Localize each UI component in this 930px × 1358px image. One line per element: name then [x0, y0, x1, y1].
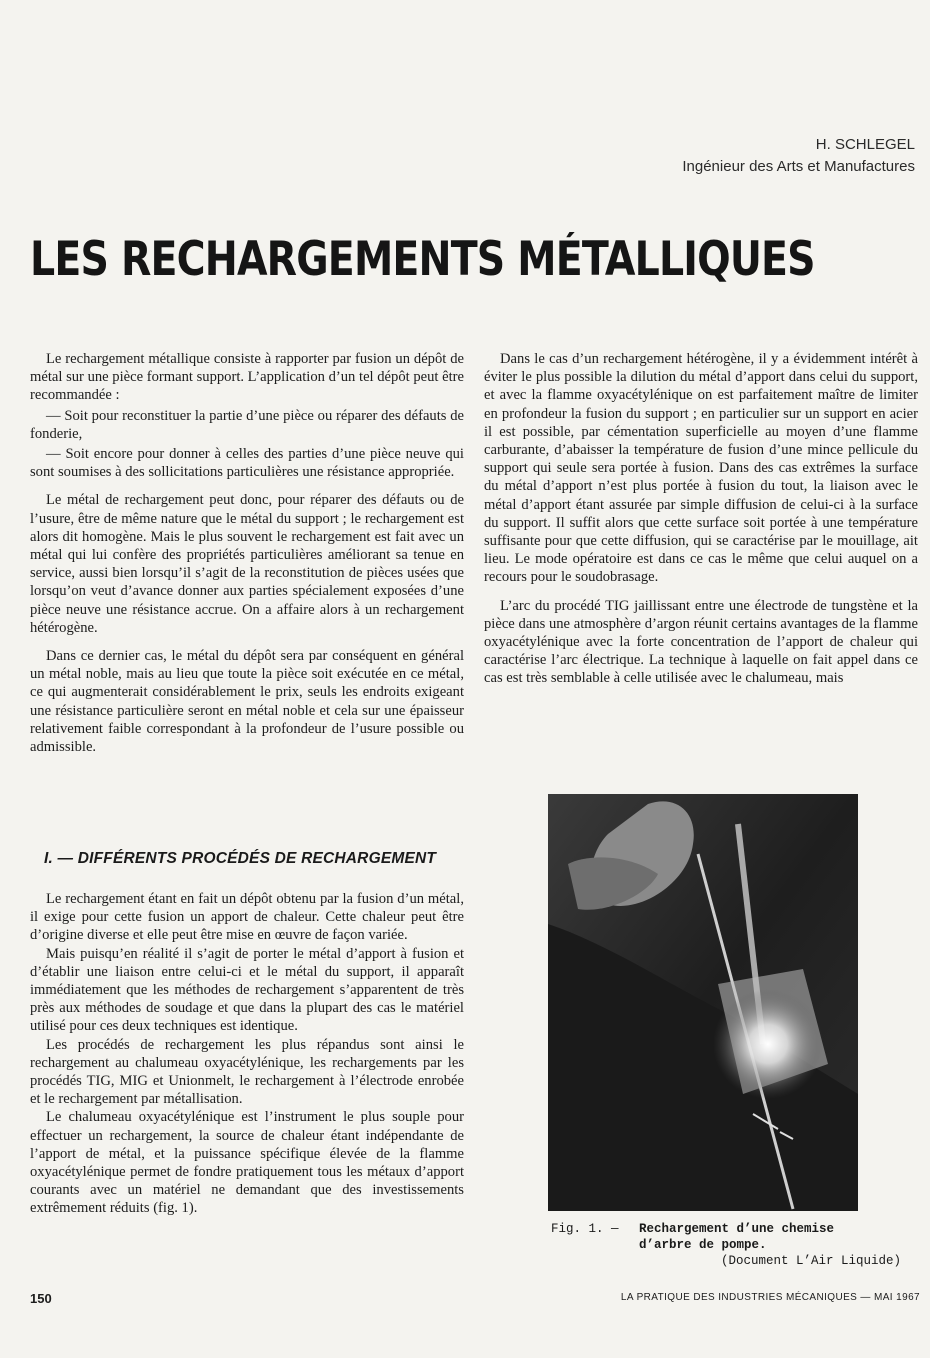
paragraph: Le chalumeau oxyacétylénique est l’instrument le plus souple pour effectuer un rechargement, la source de chaleur étant indépendante de l’apport de métal, et la puissance spécifique élevée de la flamme oxyacétylénique permet de fondre pratiquement tous les métaux d’apport courants avec un matériel ne demandant que des investissements extrêmement réduits (fig. 1). [30, 1109, 464, 1217]
article-title: LES RECHARGEMENTS MÉTALLIQUES [30, 232, 815, 287]
section-heading: I. — DIFFÉRENTS PROCÉDÉS DE RECHARGEMENT [44, 850, 437, 867]
figure-source: (Document L’Air Liquide) [720, 1254, 901, 1268]
paragraph: Le rechargement métallique consiste à rapporter par fusion un dépôt de métal sur une pièce formant support. L’application d’un tel dépôt peut être recommandée : [30, 351, 464, 404]
figure-caption [551, 1221, 911, 1269]
paragraph: Le métal de rechargement peut donc, pour réparer des défauts ou de l’usure, être de même nature que le métal du support ; le rechargement est alors dit homogène. Mais le plus souvent le rechargement est fait avec un métal qui lui confère des propriétés particulières améliorant sa tenue en service, aussi bien lorsqu’il s’agit de la reconstitution de pièces usées que lorsqu’on veut d’avance donner aux parties spécialement exposées d’une pièce neuve une résistance accrue. On a affaire alors à un rechargement hétérogène. [30, 492, 464, 636]
caption-text-1: Rechargement d’une chemise [639, 1222, 835, 1236]
author-name: H. SCHLEGEL [815, 136, 915, 153]
right-column [484, 350, 918, 698]
page-number: 150 [30, 1291, 52, 1306]
paragraph: Le rechargement étant en fait un dépôt obtenu par la fusion d’un métal, il exige pour cette fusion un apport de chaleur. Cette chaleur peut être d’origine diverse et elle peut être mise en œuvre de façon variée. [30, 891, 464, 944]
welding-flame [713, 989, 823, 1099]
paragraph: Dans le cas d’un rechargement hétérogène, il y a évidemment intérêt à éviter le plus possible la dilution du métal d’apport dans celui du support, et avec la flamme oxyacétylénique on est parfaitement maître de limiter en profondeur la fusion du support ; en particulier sur un support en acier il est possible, par cémentation superficielle au moyen d’une flamme carburante, d’abaisser la température de fusion d’une mince pellicule du support qui seule sera portée à fusion. Dans des cas extrêmes la surface du métal d’apport n’est plus portée à fusion du tout, la liaison avec le métal d’apport étant assurée par simple diffusion de celui-ci à la surface du support. Il suffit alors que cette surface soit portée à une température suffisante pour que cette diffusion, qui se caractérise par le mouillage, ait lieu. Le mode opératoire est dans ce cas le même que celui auquel on a recours pour le soudobrasage. [484, 351, 918, 586]
journal-footer: LA PRATIQUE DES INDUSTRIES MÉCANIQUES — MAI 1967 [620, 1292, 920, 1303]
paragraph: Les procédés de rechargement les plus répandus sont ainsi le rechargement au chalumeau oxyacétylénique, les rechargements par les procédés TIG, MIG et Unionmelt, le rechargement à l’électrode enrobée et le rechargement par métallisation. [30, 1036, 464, 1108]
paragraph: Mais puisqu’en réalité il s’agit de porter le métal d’apport à fusion et d’établir une liaison entre celui-ci et le métal du support, il apparaît immédiatement que les méthodes de rechargement s’apparentent de très près aux méthodes de soudage et que dans la plupart des cas le matériel utilisé pour ces deux techniques est identique. [30, 945, 464, 1035]
figure-photo [548, 794, 858, 1211]
paragraph: Dans ce dernier cas, le métal du dépôt sera par conséquent en général un métal noble, mais au lieu que toute la pièce soit exécutée en ce métal, ce qui augmenterait considérablement le prix, seuls les endroits exigeant une résistance particulière seront en métal noble et cela sur une épaisseur relativement faible correspondant à la profondeur de l’usure possible ou admissible. [30, 648, 464, 756]
figure-label: Fig. 1. — [551, 1222, 619, 1236]
paragraph: — Soit encore pour donner à celles des parties d’une pièce neuve qui sont soumises à des sollicitations particulières une résistance appropriée. [30, 446, 464, 481]
caption-text-2: d’arbre de pompe. [639, 1238, 767, 1252]
left-column-intro [30, 350, 464, 766]
author-block [682, 134, 915, 178]
welding-photo-illustration [548, 794, 858, 1211]
author-role: Ingénieur des Arts et Manufactures [682, 158, 915, 175]
paragraph: — Soit pour reconstituer la partie d’une pièce ou réparer des défauts de fonderie, [30, 407, 464, 442]
paragraph: L’arc du procédé TIG jaillissant entre une électrode de tungstène et la pièce dans une atmosphère d’argon réunit certains avantages de la flamme oxyacétylénique avec la forte concentration de l’apport de chaleur qui caractérise l’arc électrique. La technique à laquelle on fait appel dans ce cas est très semblable à celle utilisée avec le chalumeau, mais [484, 597, 918, 687]
left-column-section [30, 890, 464, 1218]
